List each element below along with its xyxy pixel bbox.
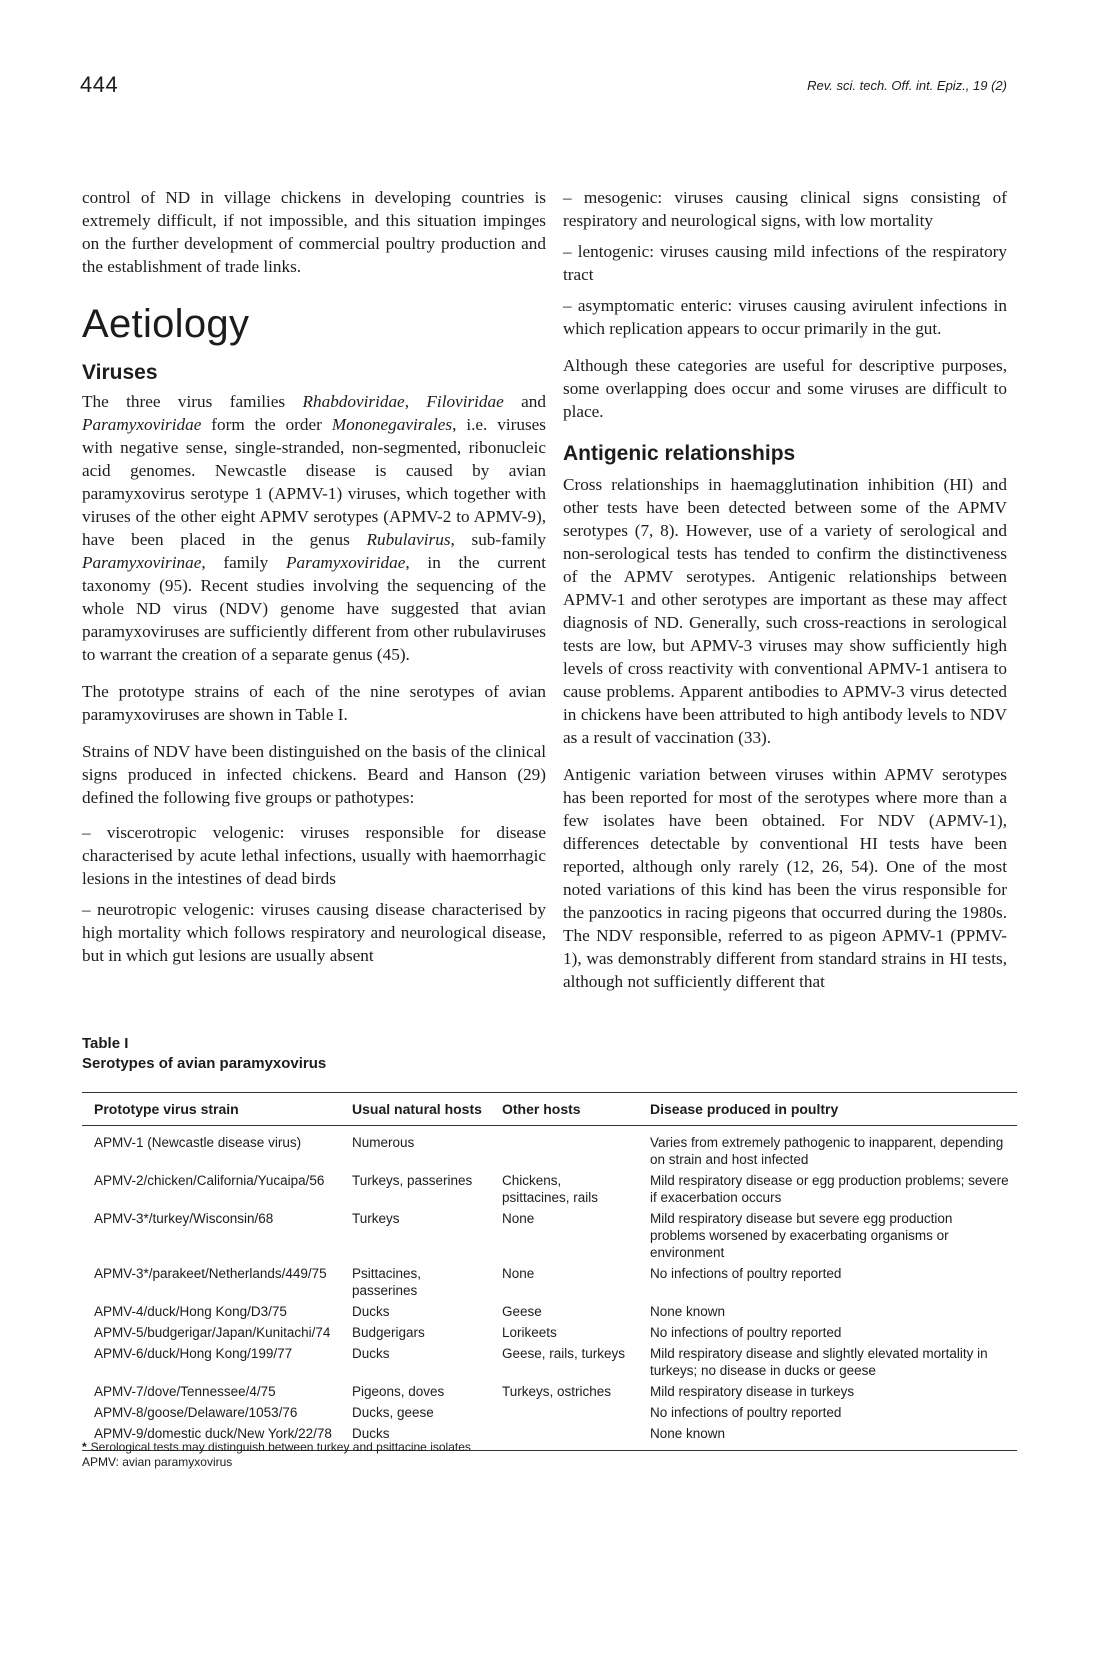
table-cell: Geese: [502, 1304, 542, 1319]
table-row: [82, 1381, 1017, 1402]
table-row: [82, 1126, 1017, 1171]
table-cell: APMV-1 (Newcastle disease virus): [94, 1135, 302, 1150]
table-cell: Mild respiratory disease but severe egg production problems worsened by exacerbating organisms or environment: [650, 1211, 953, 1260]
serotypes-table: [82, 1092, 1017, 1451]
table-cell: Chickens, psittacines, rails: [502, 1173, 599, 1205]
section-heading-aetiology: Aetiology: [82, 302, 250, 346]
table-cell: None known: [650, 1304, 726, 1319]
table-cell: No infections of poultry reported: [650, 1325, 842, 1340]
paragraph-intro: control of ND in village chickens in developing countries is extremely difficult, if not impossible, and this situation impinges on the further development of commercial poultry production and the establishment of trade links.: [82, 188, 546, 276]
table-cell: Geese, rails, turkeys: [502, 1346, 626, 1361]
footnote-abbreviation: APMV: avian paramyxovirus: [82, 1455, 233, 1469]
paragraph-virus-families: The three virus families Rhabdoviridae, Filoviridae and Paramyxoviridae form the order Mononegavirales, i.e. viruses with negative sense, single-stranded, non-segmented, ribonucleic acid genomes. Newcastle disease is caused by avian paramyxovirus serotype 1 (APMV-1) viruses, which together with viruses of the other eight APMV serotypes (APMV-2 to APMV-9), have been placed in the genus Rubulavirus, sub-family Paramyxovirinae, family Paramyxoviridae, in the current taxonomy (95). Recent studies involving the sequencing of the whole ND virus (NDV) genome have suggested that avian paramyxoviruses are sufficiently different from other rubulaviruses to warrant the creation of a separate genus (45).: [82, 392, 546, 664]
list-item-neurotropic: – neurotropic velogenic: viruses causing disease characterised by high mortality which follows respiratory and neurological disease, but in which gut lesions are usually absent: [82, 900, 546, 965]
table-cell: No infections of poultry reported: [650, 1405, 842, 1420]
table-cell: APMV-3*/parakeet/Netherlands/449/75: [94, 1266, 327, 1281]
table-row: [82, 1301, 1017, 1322]
table-cell: Mild respiratory disease or egg production problems; severe if exacerbation occurs: [650, 1173, 1009, 1205]
subheading-viruses: Viruses: [82, 361, 158, 384]
table-cell: APMV-6/duck/Hong Kong/199/77: [94, 1346, 293, 1361]
table-cell: Turkeys, ostriches: [502, 1384, 612, 1399]
table-cell: [490, 1402, 638, 1423]
column-header: Disease produced in poultry: [650, 1101, 839, 1117]
list-item-asymptomatic-enteric: – asymptomatic enteric: viruses causing avirulent infections in which replication appears to occur primarily in the gut.: [563, 296, 1007, 338]
column-header: Other hosts: [502, 1101, 581, 1117]
table-cell: APMV-7/dove/Tennessee/4/75: [94, 1384, 276, 1399]
table-cell: Turkeys: [352, 1211, 400, 1226]
table-footnotes: [82, 1440, 471, 1470]
table-label: Table I: [82, 1035, 129, 1052]
table-title: Serotypes of avian paramyxovirus: [82, 1055, 327, 1072]
table-cell: Mild respiratory disease and slightly elevated mortality in turkeys; no disease in ducks or geese: [650, 1346, 988, 1378]
table-cell: APMV-2/chicken/California/Yucaipa/56: [94, 1173, 325, 1188]
table-row: [82, 1208, 1017, 1263]
table-cell: Pigeons, doves: [352, 1384, 445, 1399]
table-cell: Ducks: [352, 1426, 390, 1441]
table-cell: Ducks, geese: [352, 1405, 434, 1420]
subheading-antigenic-relationships: Antigenic relationships: [563, 442, 796, 465]
paragraph-categories: Although these categories are useful for descriptive purposes, some overlapping does occur and some viruses are difficult to place.: [563, 356, 1007, 421]
table-row: [82, 1322, 1017, 1343]
paragraph-antigenic-variation: Antigenic variation between viruses within APMV serotypes has been reported for most of the serotypes where more than a few isolates have been obtained. For NDV (APMV-1), differences detectable by conventional HI tests have been reported, although only rarely (12, 26, 54). One of the most noted variations of this kind has been the virus responsible for the panzootics in racing pigeons that occurred during the 1980s. The NDV responsible, referred to as pigeon APMV-1 (PPMV-1), was demonstrably different from standard strains in HI tests, although not sufficiently different that: [563, 765, 1007, 991]
list-item-viscerotropic: – viscerotropic velogenic: viruses responsible for disease characterised by acute lethal infections, usually with haemorrhagic lesions in the intestines of dead birds: [82, 823, 546, 888]
table-cell: Budgerigars: [352, 1325, 425, 1340]
paragraph-prototype-strains: The prototype strains of each of the nine serotypes of avian paramyxoviruses are shown in Table I.: [82, 682, 546, 724]
table-cell: Psittacines, passerines: [352, 1266, 422, 1298]
column-header: Usual natural hosts: [352, 1101, 482, 1117]
table-cell: APMV-9/domestic duck/New York/22/78: [94, 1426, 332, 1441]
table-cell: None: [502, 1211, 535, 1226]
table-cell: Ducks: [352, 1346, 390, 1361]
table-cell: Varies from extremely pathogenic to inapparent, depending on strain and host infected: [650, 1135, 1004, 1167]
table-cell: Turkeys, passerines: [352, 1173, 473, 1188]
table-row: [82, 1343, 1017, 1381]
column-header: Prototype virus strain: [94, 1101, 239, 1117]
table-row: [82, 1263, 1017, 1301]
footnote-marker: *: [82, 1440, 87, 1454]
running-head: Rev. sci. tech. Off. int. Epiz., 19 (2): [807, 78, 1007, 93]
table-cell: APMV-8/goose/Delaware/1053/76: [94, 1405, 298, 1420]
table-cell: None known: [650, 1426, 726, 1441]
list-item-mesogenic: – mesogenic: viruses causing clinical signs consisting of respiratory and neurological signs, with low mortality: [563, 188, 1007, 230]
table-cell: APMV-4/duck/Hong Kong/D3/75: [94, 1304, 287, 1319]
paragraph-cross-relationships: Cross relationships in haemagglutination inhibition (HI) and other tests have been detected between some of the APMV serotypes (7, 8). However, use of a variety of serological and non-serological tests has tended to confirm the distinctiveness of the APMV serotypes. Antigenic relationships between APMV-1 and other serotypes are important as these may affect diagnosis of ND. Generally, such cross-reactions in serological tests are low, but APMV-3 viruses may show sufficiently high levels of cross reactivity with conventional APMV-1 antisera to cause problems. Apparent antibodies to APMV-3 virus detected in chickens have been attributed to high antibody levels to NDV as a result of vaccination (33).: [563, 475, 1007, 747]
table-cell: Ducks: [352, 1304, 390, 1319]
table-cell: Numerous: [352, 1135, 415, 1150]
table-cell: No infections of poultry reported: [650, 1266, 842, 1281]
table-cell: [490, 1423, 638, 1451]
table-cell: Lorikeets: [502, 1325, 557, 1340]
page-number: 444: [80, 72, 119, 97]
table-cell: Mild respiratory disease in turkeys: [650, 1384, 855, 1399]
list-item-lentogenic: – lentogenic: viruses causing mild infections of the respiratory tract: [563, 242, 1007, 284]
table-cell: None: [502, 1266, 535, 1281]
paragraph-pathotypes-intro: Strains of NDV have been distinguished on the basis of the clinical signs produced in infected chickens. Beard and Hanson (29) defined the following five groups or pathotypes:: [82, 742, 546, 807]
table-row: [82, 1170, 1017, 1208]
table-caption: [82, 1034, 326, 1074]
right-column: [563, 186, 1007, 1005]
table-cell: [490, 1126, 638, 1171]
table-header-row: [82, 1093, 1017, 1126]
table-row: [82, 1402, 1017, 1423]
table-cell: APMV-3*/turkey/Wisconsin/68: [94, 1211, 274, 1226]
table-cell: APMV-5/budgerigar/Japan/Kunitachi/74: [94, 1325, 331, 1340]
footnote-serological: * Serological tests may distinguish between turkey and psittacine isolates: [82, 1440, 471, 1454]
left-column: [82, 186, 546, 975]
